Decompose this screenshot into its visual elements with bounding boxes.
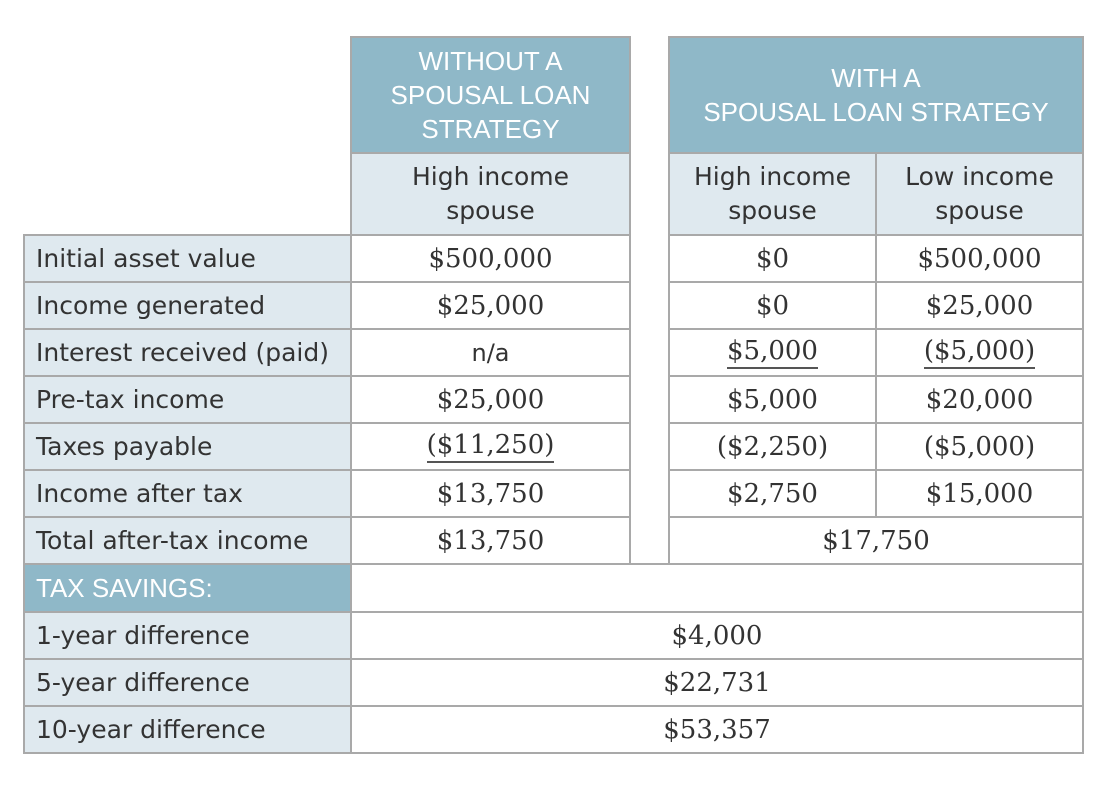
row-label: Pre-tax income (24, 376, 351, 423)
value-without: $13,750 (351, 470, 630, 517)
value-without: $25,000 (351, 282, 630, 329)
row-label: Taxes payable (24, 423, 351, 470)
total-label: Total after-tax income (24, 517, 351, 564)
value-high-with: $0 (669, 282, 876, 329)
value-low-with: $25,000 (876, 282, 1083, 329)
value-without: $500,000 (351, 235, 630, 282)
savings-label: 1-year difference (24, 612, 351, 659)
value-text: ($11,250) (427, 430, 555, 463)
header-without-strategy: WITHOUT A SPOUSAL LOAN STRATEGY (351, 37, 630, 153)
row-label: Interest received (paid) (24, 329, 351, 376)
subheader-low-income-with: Low income spouse (876, 153, 1083, 235)
value-high-with: $0 (669, 235, 876, 282)
value-high-with: ($2,250) (669, 423, 876, 470)
value-low-with (876, 329, 1083, 376)
value-without (351, 423, 630, 470)
subheader-high-income-without: High income spouse (351, 153, 630, 235)
value-without: $25,000 (351, 376, 630, 423)
tax-savings-blank (351, 564, 1083, 612)
savings-label: 10-year difference (24, 706, 351, 753)
value-high-with (669, 329, 876, 376)
subheader-high-income-with: High income spouse (669, 153, 876, 235)
total-with: $17,750 (669, 517, 1083, 564)
value-text: $5,000 (727, 336, 818, 369)
value-without: n/a (351, 329, 630, 376)
total-without: $13,750 (351, 517, 630, 564)
savings-label: 5-year difference (24, 659, 351, 706)
value-low-with: $15,000 (876, 470, 1083, 517)
header-with-strategy: WITH A SPOUSAL LOAN STRATEGY (669, 37, 1083, 153)
value-high-with: $5,000 (669, 376, 876, 423)
value-text: ($5,000) (924, 336, 1035, 369)
savings-value: $53,357 (351, 706, 1083, 753)
savings-value: $22,731 (351, 659, 1083, 706)
value-low-with: $20,000 (876, 376, 1083, 423)
row-label: Income after tax (24, 470, 351, 517)
value-high-with: $2,750 (669, 470, 876, 517)
tax-savings-heading: TAX SAVINGS: (24, 564, 351, 612)
value-low-with: ($5,000) (876, 423, 1083, 470)
savings-value: $4,000 (351, 612, 1083, 659)
row-label: Income generated (24, 282, 351, 329)
row-label: Initial asset value (24, 235, 351, 282)
value-low-with: $500,000 (876, 235, 1083, 282)
